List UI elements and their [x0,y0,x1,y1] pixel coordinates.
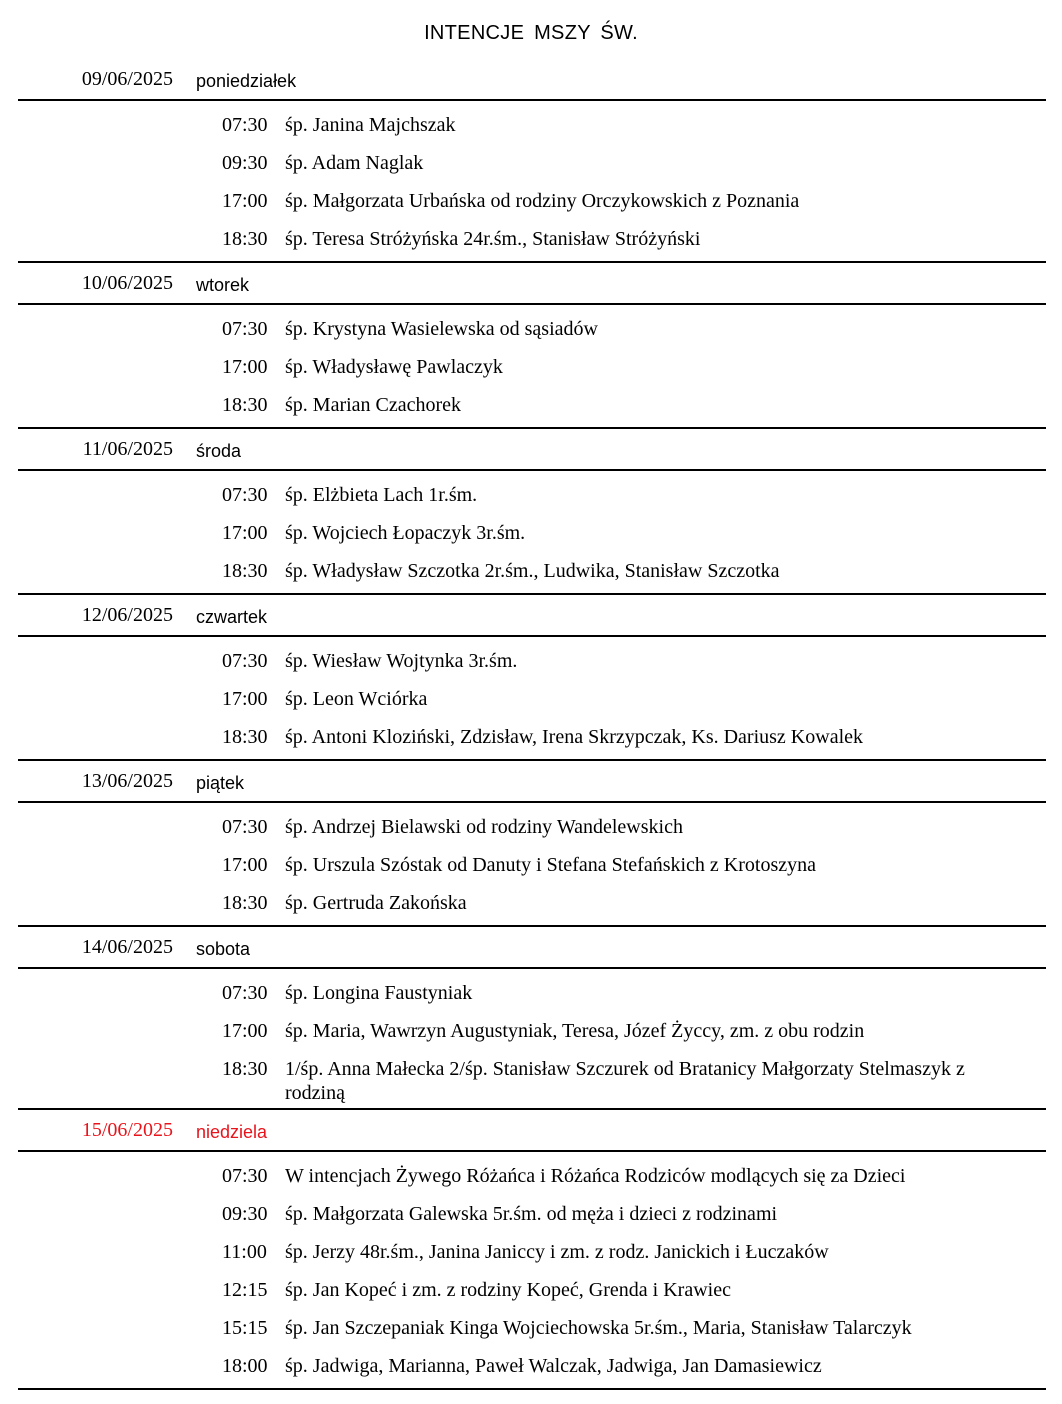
intention-text: śp. Urszula Szóstak od Danuty i Stefana Stefańskich z Krotoszyna [285,854,816,876]
day-date: 15/06/2025 [81,1119,173,1141]
intention-row [18,182,1046,220]
mass-time: 18:30 [222,1058,268,1080]
mass-time: 17:00 [222,522,268,544]
intention-text: śp. Jerzy 48r.śm., Janina Janiccy i zm. z rodz. Janickich i Łuczaków [285,1241,829,1263]
mass-time: 18:30 [222,892,268,914]
day-weekday: niedziela [196,1122,268,1142]
mass-time: 17:00 [222,688,268,710]
intention-row [18,1157,1046,1195]
intention-text: śp. Władysław Szczotka 2r.śm., Ludwika, Stanisław Szczotka [285,560,780,582]
mass-time: 09:30 [222,1203,268,1225]
intention-text: śp. Jadwiga, Marianna, Paweł Walczak, Jadwiga, Jan Damasiewicz [285,1355,822,1377]
day-entries [18,637,1046,761]
day-date: 10/06/2025 [81,272,173,294]
mass-time: 17:00 [222,1020,268,1042]
mass-time: 07:30 [222,484,268,506]
intention-row [18,884,1046,922]
mass-time: 07:30 [222,1165,268,1187]
intention-text: śp. Maria, Wawrzyn Augustyniak, Teresa, Józef Życcy, zm. z obu rodzin [285,1020,865,1042]
day-date: 13/06/2025 [81,770,173,792]
intention-text: śp. Jan Kopeć i zm. z rodziny Kopeć, Grenda i Krawiec [285,1279,731,1301]
day-entries [18,803,1046,927]
day-date: 12/06/2025 [81,604,173,626]
intention-text: śp. Jan Szczepaniak Kinga Wojciechowska 5r.śm., Maria, Stanisław Talarczyk [285,1317,912,1339]
day-entries [18,305,1046,429]
intention-row [18,808,1046,846]
intention-text: śp. Marian Czachorek [285,394,462,416]
intention-row [18,514,1046,552]
day-entries [18,471,1046,595]
day-weekday: środa [196,441,242,461]
day-weekday: sobota [196,939,251,959]
intention-text: śp. Małgorzata Urbańska od rodziny Orczykowskich z Poznania [285,190,800,212]
intention-row [18,386,1046,424]
mass-time: 17:00 [222,356,268,378]
intention-text: śp. Wiesław Wojtynka 3r.śm. [285,650,518,672]
day-header [18,1110,1046,1152]
mass-time: 18:30 [222,394,268,416]
mass-time: 17:00 [222,854,268,876]
mass-time: 07:30 [222,982,268,1004]
intention-text: śp. Elżbieta Lach 1r.śm. [285,484,478,506]
intention-row [18,1347,1046,1385]
intention-row [18,144,1046,182]
intention-row [18,1271,1046,1309]
intention-row [18,846,1046,884]
day-header [18,595,1046,637]
intention-text: śp. Longina Faustyniak [285,982,473,1004]
day-header [18,429,1046,471]
intention-text: W intencjach Żywego Różańca i Różańca Rodziców modlących się za Dzieci [285,1165,906,1187]
day-weekday: wtorek [196,275,250,295]
intention-text: śp. Teresa Stróżyńska 24r.śm., Stanisław Stróżyński [285,228,701,250]
mass-time: 18:30 [222,228,268,250]
intention-row [18,220,1046,258]
day-entries [18,101,1046,263]
mass-intentions-list [18,59,1046,1390]
mass-time: 18:30 [222,560,268,582]
intention-row [18,1309,1046,1347]
day-weekday: czwartek [196,607,268,627]
intention-text: śp. Andrzej Bielawski od rodziny Wandelewskich [285,816,683,838]
mass-time: 07:30 [222,114,268,136]
day-section [18,263,1046,429]
day-section [18,1110,1046,1390]
day-date: 09/06/2025 [81,68,173,90]
day-section [18,595,1046,761]
intention-row [18,1195,1046,1233]
day-header [18,927,1046,969]
intention-text: śp. Krystyna Wasielewska od sąsiadów [285,318,598,340]
day-date: 11/06/2025 [82,438,173,460]
day-header [18,761,1046,803]
intention-row [18,1050,1046,1105]
intention-text: śp. Leon Wciórka [285,688,428,710]
intention-text: śp. Małgorzata Galewska 5r.śm. od męża i dzieci z rodzinami [285,1203,778,1225]
day-entries [18,1152,1046,1390]
day-date: 14/06/2025 [81,936,173,958]
intention-text: śp. Adam Naglak [285,152,424,174]
day-weekday: poniedziałek [196,71,297,91]
mass-time: 09:30 [222,152,268,174]
intention-row [18,718,1046,756]
intention-row [18,974,1046,1012]
intention-row [18,348,1046,386]
mass-time: 12:15 [222,1279,268,1301]
intention-text: śp. Antoni Kloziński, Zdzisław, Irena Skrzypczak, Ks. Dariusz Kowalek [285,726,864,748]
day-weekday: piątek [196,773,245,793]
intention-row [18,680,1046,718]
mass-time: 07:30 [222,318,268,340]
mass-time: 07:30 [222,650,268,672]
day-header [18,59,1046,101]
intention-row [18,1012,1046,1050]
intention-row [18,106,1046,144]
day-section [18,59,1046,263]
intention-row [18,552,1046,590]
day-section [18,927,1046,1110]
intention-text: 1/śp. Anna Małecka 2/śp. Stanisław Szczurek od Bratanicy Małgorzaty Stelmaszyk z rodziną [285,1058,965,1104]
mass-time: 15:15 [222,1317,268,1339]
mass-time: 18:00 [222,1355,268,1377]
mass-time: 11:00 [222,1241,267,1263]
intention-row [18,642,1046,680]
day-header [18,263,1046,305]
mass-time: 07:30 [222,816,268,838]
intention-row [18,1233,1046,1271]
mass-time: 17:00 [222,190,268,212]
intention-text: śp. Janina Majchszak [285,114,456,136]
day-section [18,761,1046,927]
intention-text: śp. Gertruda Zakońska [285,892,467,914]
day-section [18,429,1046,595]
page-title: INTENCJE MSZY ŚW. [424,22,638,44]
day-entries [18,969,1046,1110]
mass-time: 18:30 [222,726,268,748]
intention-text: śp. Wojciech Łopaczyk 3r.śm. [285,522,526,544]
intention-row [18,476,1046,514]
intention-row [18,310,1046,348]
intention-text: śp. Władysławę Pawlaczyk [285,356,503,378]
